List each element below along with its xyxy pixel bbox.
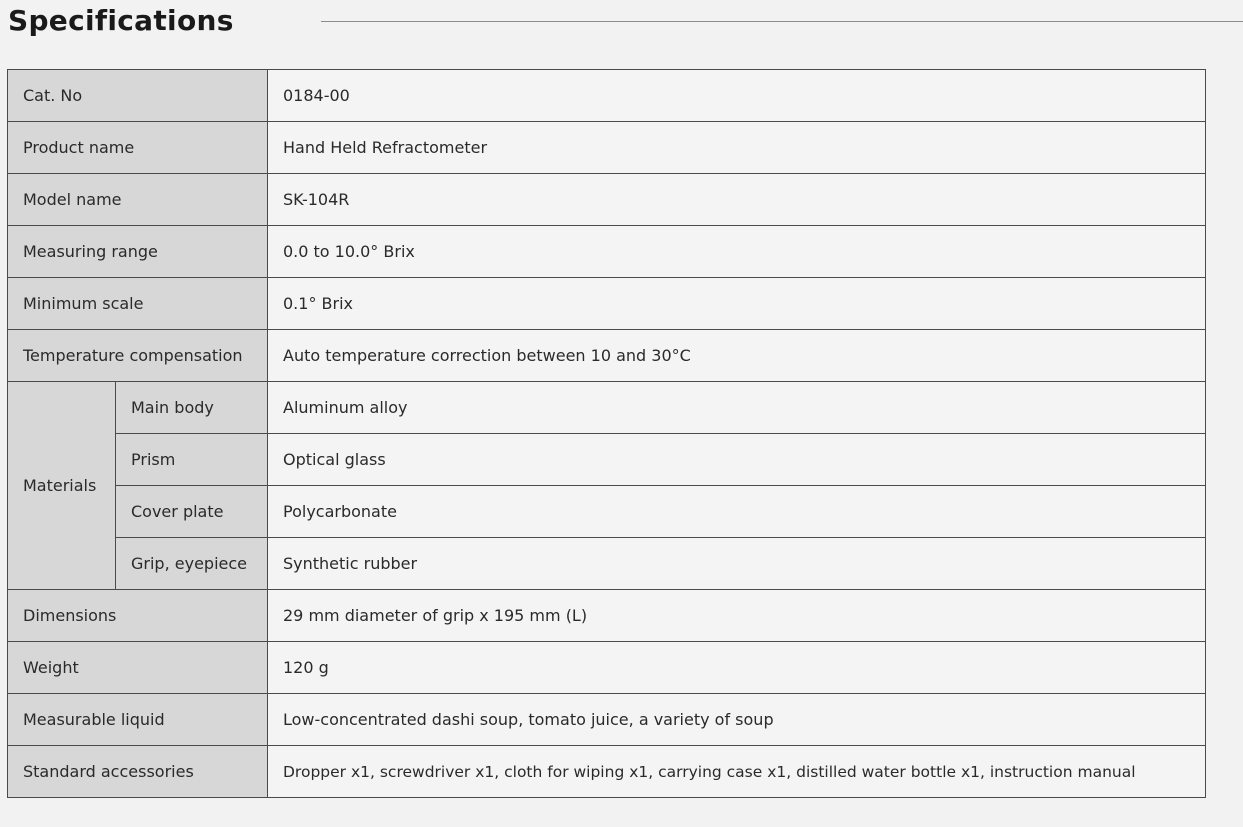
spec-value: 120 g (268, 642, 1206, 694)
spec-label: Measurable liquid (8, 694, 268, 746)
spec-sublabel: Grip, eyepiece (116, 538, 268, 590)
table-row-dimensions (8, 590, 1206, 642)
table-row-materials-grip (8, 538, 1206, 590)
spec-value: 0184-00 (268, 70, 1206, 122)
table-row-product-name (8, 122, 1206, 174)
spec-value: Dropper x1, screwdriver x1, cloth for wiping x1, carrying case x1, distilled water bottle x1, instruction manual (268, 746, 1206, 798)
table-row-cat-no (8, 70, 1206, 122)
spec-label: Dimensions (8, 590, 268, 642)
table-row-model-name (8, 174, 1206, 226)
table-row-measuring-range (8, 226, 1206, 278)
table-row-materials-cover-plate (8, 486, 1206, 538)
spec-label: Measuring range (8, 226, 268, 278)
spec-label: Product name (8, 122, 268, 174)
table-row-standard-accessories (8, 746, 1206, 798)
spec-value: 0.0 to 10.0° Brix (268, 226, 1206, 278)
page-title: Specifications (8, 4, 234, 37)
spec-label: Minimum scale (8, 278, 268, 330)
spec-group-label-materials: Materials (8, 382, 116, 590)
spec-label: Cat. No (8, 70, 268, 122)
spec-value: Polycarbonate (268, 486, 1206, 538)
spec-label: Temperature compensation (8, 330, 268, 382)
spec-value: SK-104R (268, 174, 1206, 226)
spec-value: Aluminum alloy (268, 382, 1206, 434)
table-row-measurable-liquid (8, 694, 1206, 746)
table-row-materials-prism (8, 434, 1206, 486)
specifications-table (7, 69, 1206, 798)
spec-sublabel: Prism (116, 434, 268, 486)
spec-value: Auto temperature correction between 10 and 30°C (268, 330, 1206, 382)
table-row-materials-main-body (8, 382, 1206, 434)
spec-sublabel: Main body (116, 382, 268, 434)
table-row-temperature-compensation (8, 330, 1206, 382)
spec-label: Model name (8, 174, 268, 226)
spec-value: Synthetic rubber (268, 538, 1206, 590)
spec-value: Hand Held Refractometer (268, 122, 1206, 174)
spec-sublabel: Cover plate (116, 486, 268, 538)
spec-label: Weight (8, 642, 268, 694)
spec-value: Optical glass (268, 434, 1206, 486)
section-heading (0, 0, 1243, 50)
table-row-minimum-scale (8, 278, 1206, 330)
heading-divider (321, 21, 1243, 22)
spec-value: 29 mm diameter of grip x 195 mm (L) (268, 590, 1206, 642)
spec-value: Low-concentrated dashi soup, tomato juice, a variety of soup (268, 694, 1206, 746)
table-row-weight (8, 642, 1206, 694)
spec-value: 0.1° Brix (268, 278, 1206, 330)
spec-label: Standard accessories (8, 746, 268, 798)
